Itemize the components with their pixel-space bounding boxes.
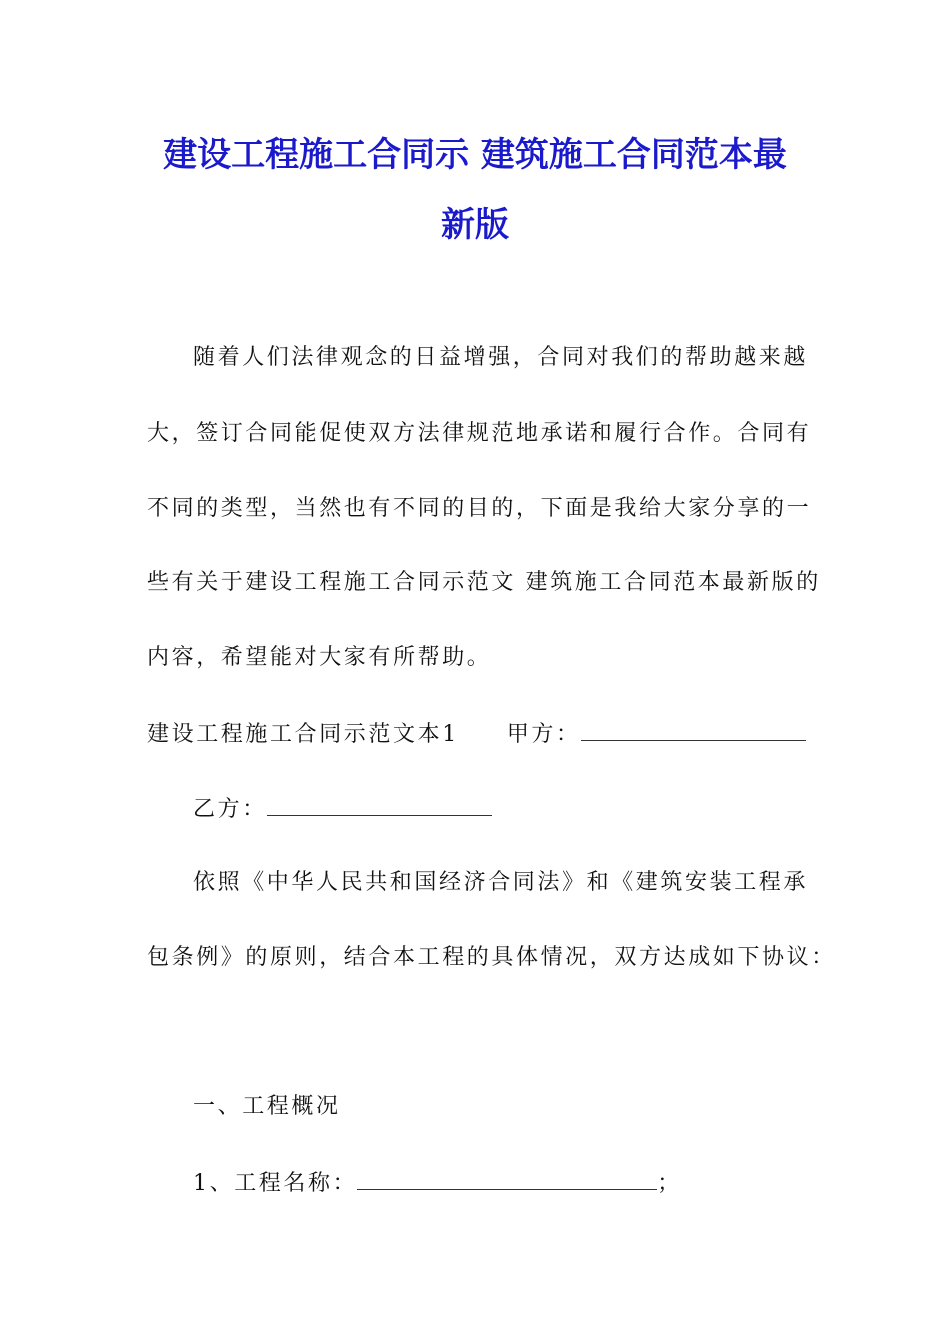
party-a-blank[interactable] <box>581 718 806 741</box>
party-b-blank[interactable] <box>267 793 492 816</box>
party-a-label: 甲方： <box>506 722 581 747</box>
basis-line-2: 包条例》的原则，结合本工程的具体情况，双方达成如下协议： <box>147 945 836 970</box>
intro-line-2: 大，签订合同能促使双方法律规范地承诺和履行合作。合同有 <box>147 421 812 446</box>
intro-line-3: 不同的类型，当然也有不同的目的，下面是我给大家分享的一 <box>147 496 812 521</box>
party-b-label: 乙方： <box>193 797 267 822</box>
project-name-end: ； <box>657 1171 682 1196</box>
intro-line-1: 随着人们法律观念的日益增强，合同对我们的帮助越来越 <box>193 345 809 370</box>
intro-line-4: 些有关于建设工程施工合同示范文 建筑施工合同范本最新版的 <box>147 570 821 595</box>
basis-line-1: 依照《中华人民共和国经济合同法》和《建筑安装工程承 <box>193 870 809 895</box>
document-title-line-1: 建设工程施工合同示 建筑施工合同范本最 <box>163 135 787 175</box>
project-name-blank[interactable] <box>357 1167 657 1190</box>
document-title-line-2: 新版 <box>441 205 509 245</box>
party-b-row <box>193 793 492 825</box>
sample-heading: 建设工程施工合同示范文本1 <box>147 722 459 747</box>
project-name-row <box>193 1167 682 1199</box>
project-name-label: 1、工程名称： <box>193 1171 358 1196</box>
sample-heading-row <box>147 718 806 750</box>
section-1-heading: 一、工程概况 <box>193 1094 341 1119</box>
intro-line-5: 内容，希望能对大家有所帮助。 <box>147 645 492 670</box>
